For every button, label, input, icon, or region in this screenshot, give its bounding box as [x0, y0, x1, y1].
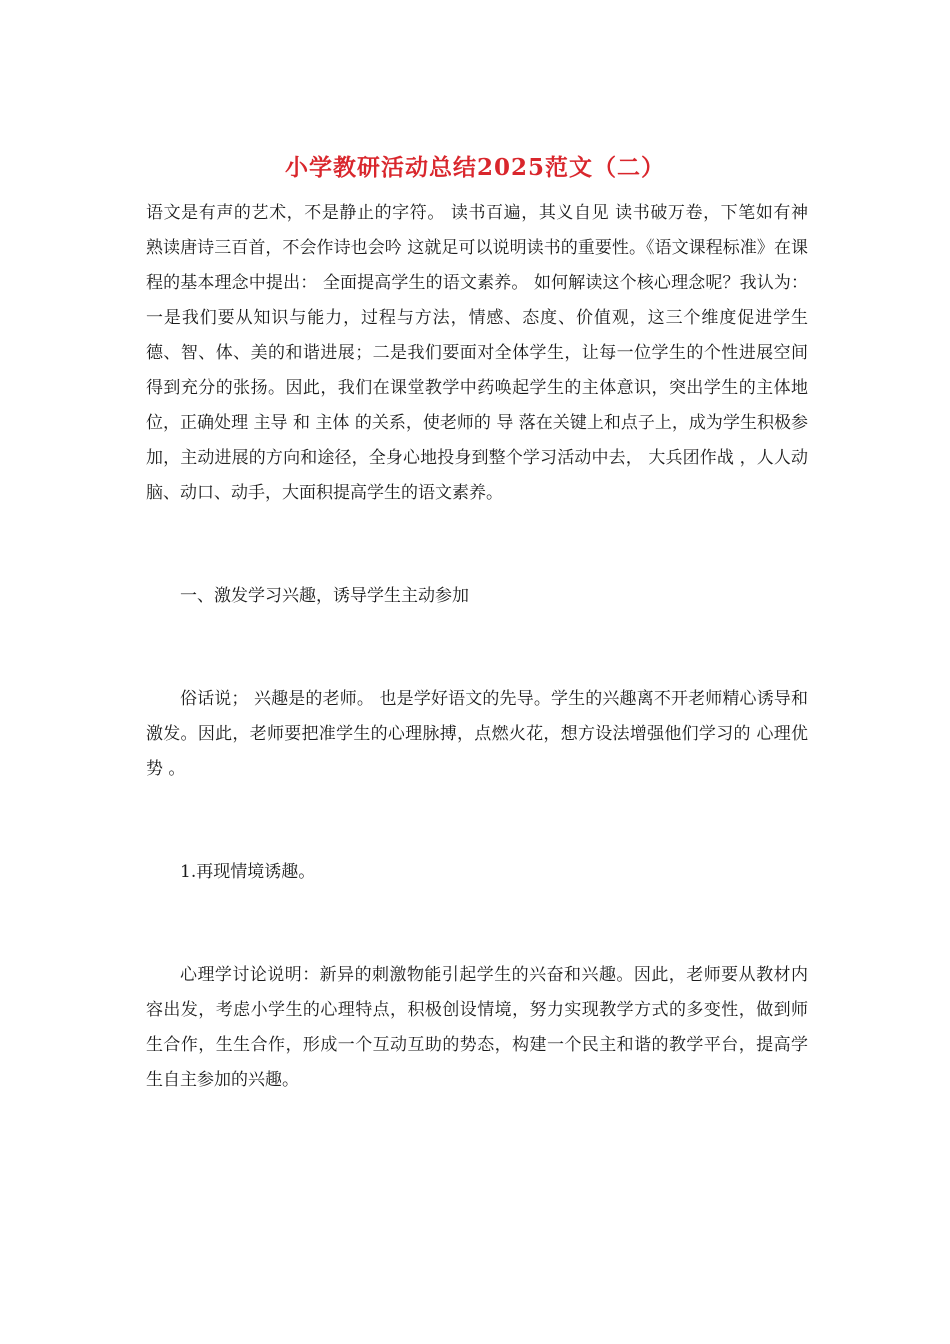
document-body — [146, 196, 808, 1098]
subsection-heading-1: 1.再现情境诱趣。 — [180, 862, 316, 882]
document-title: 小学教研活动总结2025范文（二） — [284, 154, 665, 181]
subsection-paragraph-1: 心理学讨论说明：新异的刺激物能引起学生的兴奋和兴趣。因此，老师要从教材内容出发，考虑小学生的心理特点，积极创设情境，努力实现教学方式的多变性，做到师生合作，生生合作，形成一个互动互助的势态，构建一个民主和谐的教学平台，提高学生自主参加的兴趣。 — [146, 965, 808, 1090]
intro-paragraph: 语文是有声的艺术，不是静止的字符。 读书百遍，其义自见 读书破万卷，下笔如有神 熟读唐诗三百首，不会作诗也会吟 这就足可以说明读书的重要性。《语文课程标准》在课程的基本理念中提出： 全面提高学生的语文素养。 如何解读这个核心理念呢？我认为：一是我们要从知识与能力，过程与方法，情感、态度、价值观，这三个维度促进学生德、智、体、美的和谐进展；二是我们要面对全体学生，让每一位学生的个性进展空间得到充分的张扬。因此，我们在课堂教学中药唤起学生的主体意识，突出学生的主体地位，正确处理 主导 和 主体 的关系，使老师的 导 落在关键上和点子上，成为学生积极参加，主动进展的方向和途径，全身心地投身到整个学习活动中去， 大兵团作战 ，人人动脑、动口、动手，大面积提高学生的语文素养。 — [146, 203, 808, 503]
section-paragraph-1: 俗话说； 兴趣是的老师。 也是学好语文的先导。学生的兴趣离不开老师精心诱导和激发。因此，老师要把准学生的心理脉搏，点燃火花，想方设法增强他们学习的 心理优势 。 — [146, 689, 808, 779]
section-heading-1: 一、激发学习兴趣，诱导学生主动参加 — [180, 586, 469, 606]
